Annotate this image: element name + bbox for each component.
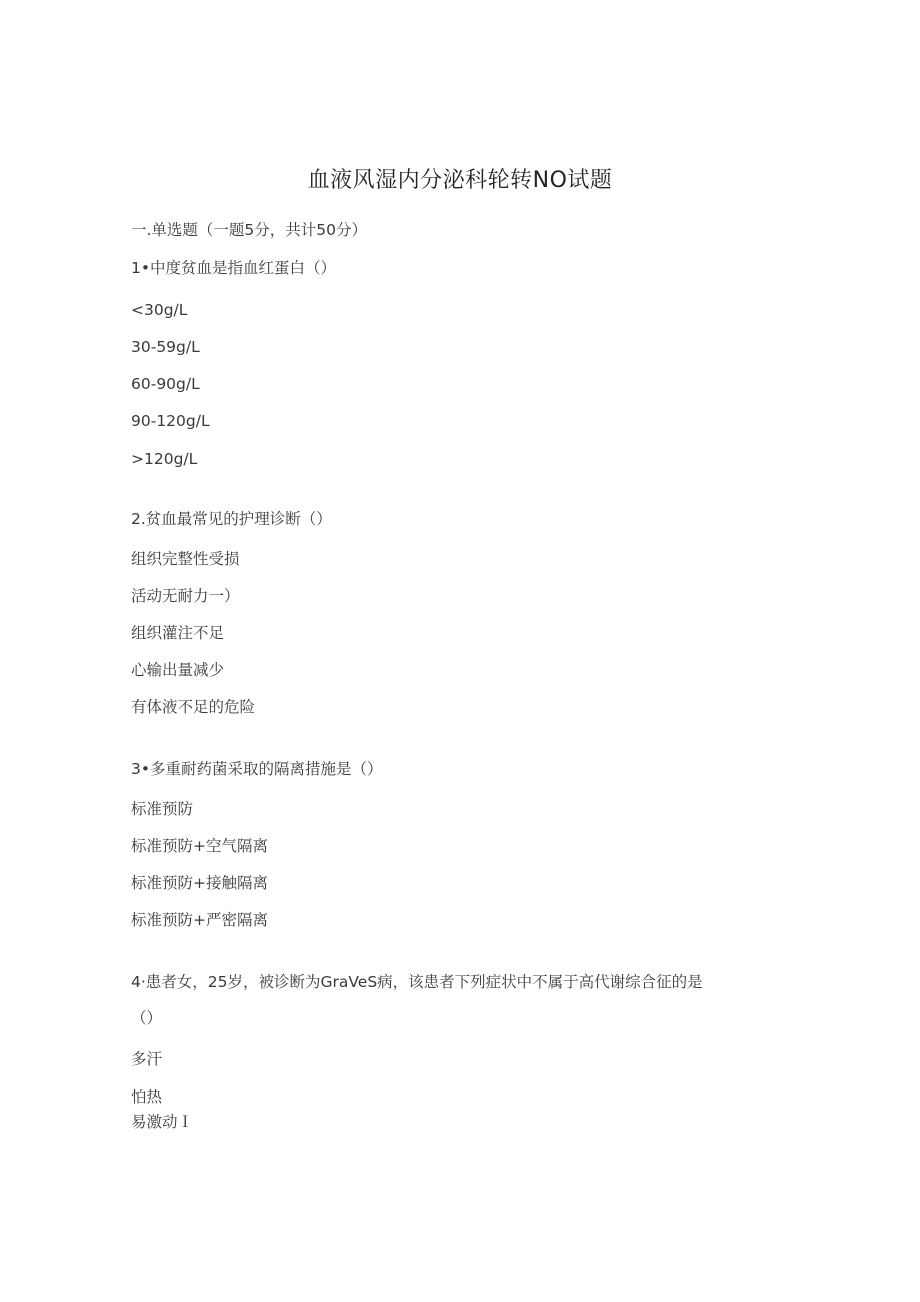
- question-4-stem: 4·患者女，25岁，被诊断为GraVeS病，该患者下列症状中不属于高代谢综合征的是: [131, 973, 703, 991]
- section-heading: 一.单选题（一题5分，共计50分）: [131, 221, 368, 239]
- question-2-option-e: 有体液不足的危险: [131, 698, 256, 716]
- question-3-option-b: 标准预防+空气隔离: [131, 837, 268, 855]
- question-3-stem: 3•多重耐药菌采取的隔离措施是（）: [131, 760, 383, 778]
- question-4-option-c: 易激动Ｉ: [131, 1113, 194, 1131]
- question-1-option-a: <30g∕L: [131, 301, 188, 319]
- question-1-option-e: >120g∕L: [131, 450, 198, 468]
- question-3-option-c: 标准预防+接触隔离: [131, 874, 268, 892]
- question-4-option-a: 多汗: [131, 1050, 163, 1068]
- question-1-option-b: 30-59g∕L: [131, 338, 200, 356]
- question-4-stem-continuation: （）: [131, 1009, 163, 1027]
- question-2-stem: 2.贫血最常见的护理诊断（）: [131, 510, 332, 528]
- question-2-option-c: 组织灌注不足: [131, 624, 225, 642]
- question-2-option-a: 组织完整性受损: [131, 550, 240, 568]
- question-1-stem: 1•中度贫血是指血红蛋白（）: [131, 259, 337, 277]
- question-2-option-d: 心输出量减少: [131, 661, 225, 679]
- document-title: 血液风湿内分泌科轮转NO试题: [307, 168, 613, 193]
- question-3-option-a: 标准预防: [131, 800, 194, 818]
- question-2-option-b: 活动无耐力一）: [131, 587, 240, 605]
- question-4-option-b: 怕热: [131, 1088, 163, 1106]
- question-1-option-d: 90-120g∕L: [131, 412, 210, 430]
- question-1-option-c: 60-90g∕L: [131, 375, 200, 393]
- question-3-option-d: 标准预防+严密隔离: [131, 911, 268, 929]
